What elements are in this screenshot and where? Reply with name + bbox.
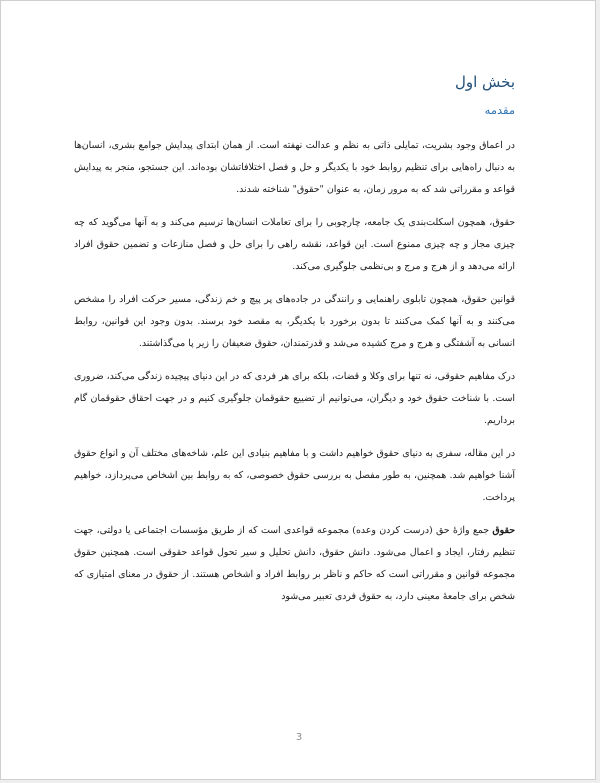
paragraph-5: در این مقاله، سفری به دنیای حقوق خواهیم داشت و با مفاهیم بنیادی این علم، شاخه‌های مختلف آن و انواع حقوق آشنا خواهیم شد. همچنین، به طور مفصل به بررسی حقوق خصوصی، که به روابط بین اشخاص می‌پردازد، خواهیم پرداخت. xyxy=(74,448,515,504)
paragraph-6 xyxy=(74,520,515,608)
paragraph-6-body: جمع واژهٔ حق (درست کردن وعده) مجموعه قواعدی است که از طریق مؤسسات اجتماعی یا دولتی، جهت تنظیم رفتار، ایجاد و اعمال می‌شود. دانش حقوق، دانش تحلیل و سیر تحول قواعد حقوقی است. همچنین حقوق مجموعه قوانین و مقرراتی است که حاکم و ناظر بر روابط افراد و اشخاص هستند. از حقوق در معنای امتیازی که شخص برای جامعهٔ معینی دارد، به حقوق فردی تعبیر می‌شود xyxy=(74,525,515,603)
paragraph-3: قوانین حقوق، همچون تابلوی راهنمایی و رانندگی در جاده‌های پر پیچ و خم زندگی، مسیر حرکت افراد را مشخص می‌کنند و به آنها کمک می‌کنند تا بدون برخورد با یکدیگر، به مقصد خود برسند. بدون وجود این قوانین، روابط انسانی به آشفتگی و هرج و مرج کشیده می‌شد و قدرتمندان، حقوق ضعیفان را زیر پا می‌گذاشتند. xyxy=(74,294,515,350)
section-subheading: مقدمه xyxy=(484,102,515,117)
page-number: 3 xyxy=(295,732,303,743)
paragraph-2: حقوق، همچون اسکلت‌بندی یک جامعه، چارچوبی را برای تعاملات انسان‌ها ترسیم می‌کند و به آنها می‌گوید که چه چیزی مجاز و چه چیزی ممنوع است. این قواعد، نقشه راهی را برای حل و فصل منازعات و تضمین حقوق افراد ارائه می‌دهد و از هرج و مرج و بی‌نظمی جلوگیری می‌کند. xyxy=(74,217,515,273)
page-content xyxy=(74,73,515,619)
section-heading: بخش اول xyxy=(454,73,515,91)
paragraph-6-bold-term: حقوق xyxy=(492,525,515,537)
paragraph-1: در اعماق وجود بشریت، تمایلی ذاتی به نظم و عدالت نهفته است. از همان ابتدای پیدایش جوامع بشری، انسان‌ها به دنبال راه‌هایی برای تنظیم روابط خود با یکدیگر و حل و فصل اختلافاتشان بوده‌اند. این جستجو، منجر به پیدایش قواعد و مقرراتی شد که به مرور زمان، به عنوان "حقوق" شناخته شدند. xyxy=(74,140,515,196)
paragraph-4: درک مفاهیم حقوقی، نه تنها برای وکلا و قضات، بلکه برای هر فردی که در این دنیای پیچیده زندگی می‌کند، ضروری است. با شناخت حقوق خود و دیگران، می‌توانیم از تضییع حقوقمان جلوگیری کنیم و در جهت احقاق حقوقمان گام برداریم. xyxy=(74,371,515,427)
